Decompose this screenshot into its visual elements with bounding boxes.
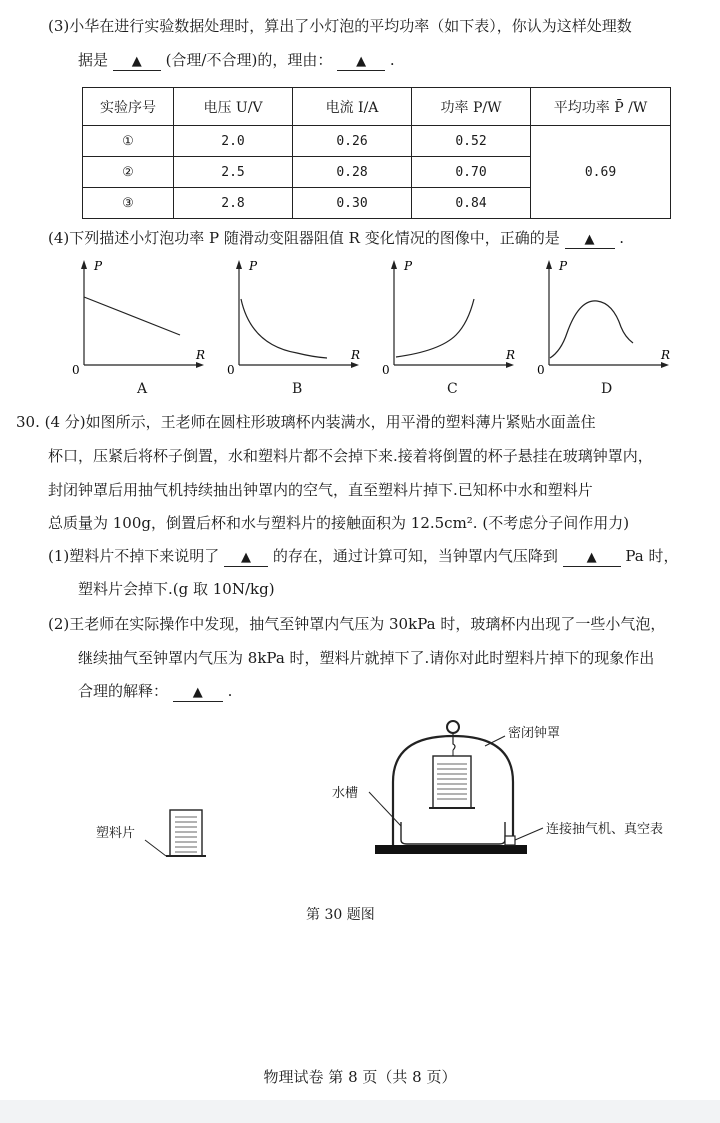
page-footer: 物理试卷 第 8 页（共 8 页） <box>263 1068 457 1086</box>
label-trough: 水槽 <box>332 786 359 801</box>
q30-line3: 封闭钟罩后用抽气机持续抽出钟罩内的空气，直至塑料片掉下.已知杯中水和塑料片 <box>48 481 593 499</box>
graph-caption-b: B <box>292 381 303 397</box>
water-trough <box>401 822 505 844</box>
x-label: R <box>196 348 206 362</box>
q30-answer-blank-2[interactable] <box>563 548 621 567</box>
x-label: R <box>661 348 671 362</box>
graph-caption-c: C <box>447 381 458 397</box>
header-index: 实验序号 <box>83 88 174 126</box>
origin-label: 0 <box>227 363 235 377</box>
q3-answer-blank-2[interactable] <box>337 52 385 71</box>
q30-answer-blank-3[interactable] <box>173 683 223 702</box>
cell-power: 0.84 <box>412 188 531 219</box>
q30-sub1-line2: 塑料片会掉下.(g 取 10N/kg) <box>78 580 275 598</box>
pump-leader-line <box>515 828 543 840</box>
leader-line <box>145 840 166 856</box>
q30-sub1-b: 的存在，通过计算可知，当钟罩内气压降到 <box>272 547 558 565</box>
header-average-power: 平均功率 P̄ /W <box>531 88 671 126</box>
triangle-icon: ▲ <box>586 550 597 565</box>
q4-end: . <box>619 229 625 247</box>
header-voltage: 电压 U/V <box>174 88 293 126</box>
q30-line2: 杯口，压紧后将杯子倒置，水和塑料片都不会掉下来.接着将倒置的杯子悬挂在玻璃钟罩内， <box>48 447 653 465</box>
curve-c <box>396 299 474 357</box>
header-power: 功率 P/W <box>412 88 531 126</box>
x-axis-arrow-icon <box>351 362 359 368</box>
cell-index: ② <box>83 157 174 188</box>
trough-leader-line <box>369 792 401 826</box>
jar-knob <box>447 721 459 733</box>
y-label: P <box>559 259 568 273</box>
table-row <box>83 126 671 157</box>
label-plastic-sheet: 塑料片 <box>96 826 136 841</box>
triangle-icon: ▲ <box>192 685 203 700</box>
cell-current: 0.30 <box>293 188 412 219</box>
q30-sub2-a: 合理的解释： <box>78 682 169 700</box>
y-axis-arrow-icon <box>81 260 87 269</box>
cell-power: 0.70 <box>412 157 531 188</box>
triangle-icon: ▲ <box>131 54 142 69</box>
cell-voltage: 2.8 <box>174 188 293 219</box>
cell-index: ③ <box>83 188 174 219</box>
table-header-row <box>83 88 671 126</box>
q30-sub2-line3 <box>78 681 232 702</box>
cell-current: 0.26 <box>293 126 412 157</box>
cell-power: 0.52 <box>412 126 531 157</box>
q4-text: (4)下列描述小灯泡功率 P 随滑动变阻器阻值 R 变化情况的图像中，正确的是 <box>48 229 560 247</box>
triangle-icon: ▲ <box>241 550 252 565</box>
curve-b <box>241 299 327 358</box>
q4-line <box>48 228 624 249</box>
curve-a <box>84 297 180 335</box>
origin-label: 0 <box>72 363 80 377</box>
y-label: P <box>94 259 103 273</box>
y-axis-arrow-icon <box>236 260 242 269</box>
q30-line1: 30. (4 分)如图所示，王老师在圆柱形玻璃杯内装满水，用平滑的塑料薄片紧贴水面盖住 <box>16 413 596 431</box>
q3-line2-a: 据是 <box>78 51 109 69</box>
graph-d[interactable] <box>535 255 675 380</box>
graph-c[interactable] <box>380 255 520 380</box>
cell-index: ① <box>83 126 174 157</box>
label-bell-jar: 密闭钟罩 <box>508 726 561 741</box>
cell-current: 0.28 <box>293 157 412 188</box>
origin-label: 0 <box>382 363 390 377</box>
cell-average-power: 0.69 <box>531 126 671 219</box>
x-axis-arrow-icon <box>661 362 669 368</box>
graph-b[interactable] <box>225 255 365 380</box>
q30-sub1-a: (1)塑料片不掉下来说明了 <box>48 547 220 565</box>
label-pump: 连接抽气机、真空表 <box>546 822 664 837</box>
q30-sub2-line2: 继续抽气至钟罩内气压为 8kPa 时，塑料片就掉下了.请你对此时塑料片掉下的现象作出 <box>78 649 655 667</box>
figure-caption: 第 30 题图 <box>306 907 375 923</box>
graph-a[interactable] <box>70 255 210 380</box>
q3-line2 <box>78 50 395 71</box>
cell-voltage: 2.5 <box>174 157 293 188</box>
graph-caption-a: A <box>137 381 148 397</box>
graph-caption-d: D <box>601 381 613 397</box>
y-axis-arrow-icon <box>546 260 552 269</box>
x-axis-arrow-icon <box>196 362 204 368</box>
viewer-bottom-strip <box>0 1100 720 1123</box>
q30-sub2-end: . <box>227 682 233 700</box>
q3-line2-c: . <box>389 51 395 69</box>
triangle-icon: ▲ <box>356 54 367 69</box>
q30-sub1-line1 <box>48 546 679 567</box>
y-label: P <box>404 259 413 273</box>
base-plate <box>375 845 527 854</box>
data-table <box>82 87 671 219</box>
cell-voltage: 2.0 <box>174 126 293 157</box>
q30-line4: 总质量为 100g，倒置后杯和水与塑料片的接触面积为 12.5cm². (不考虑分子间作用力) <box>48 514 630 532</box>
q3-line1: (3)小华在进行实验数据处理时，算出了小灯泡的平均功率（如下表），你认为这样处理数 <box>48 17 632 35</box>
x-label: R <box>351 348 361 362</box>
q30-answer-blank-1[interactable] <box>224 548 268 567</box>
curve-d <box>550 301 633 358</box>
y-axis-arrow-icon <box>391 260 397 269</box>
q30-sub1-c: Pa 时， <box>625 547 679 565</box>
q30-sub2-line1: (2)王老师在实际操作中发现，抽气至钟罩内气压为 30kPa 时，玻璃杯内出现了一些小气泡， <box>48 615 666 633</box>
header-current: 电流 I/A <box>293 88 412 126</box>
x-label: R <box>506 348 516 362</box>
q3-answer-blank-1[interactable] <box>113 52 161 71</box>
origin-label: 0 <box>537 363 545 377</box>
triangle-icon: ▲ <box>584 232 595 247</box>
x-axis-arrow-icon <box>506 362 514 368</box>
q4-answer-blank[interactable] <box>565 230 615 249</box>
y-label: P <box>249 259 258 273</box>
q3-line2-b: (合理/不合理)的，理由： <box>165 51 333 69</box>
valve <box>505 836 515 845</box>
